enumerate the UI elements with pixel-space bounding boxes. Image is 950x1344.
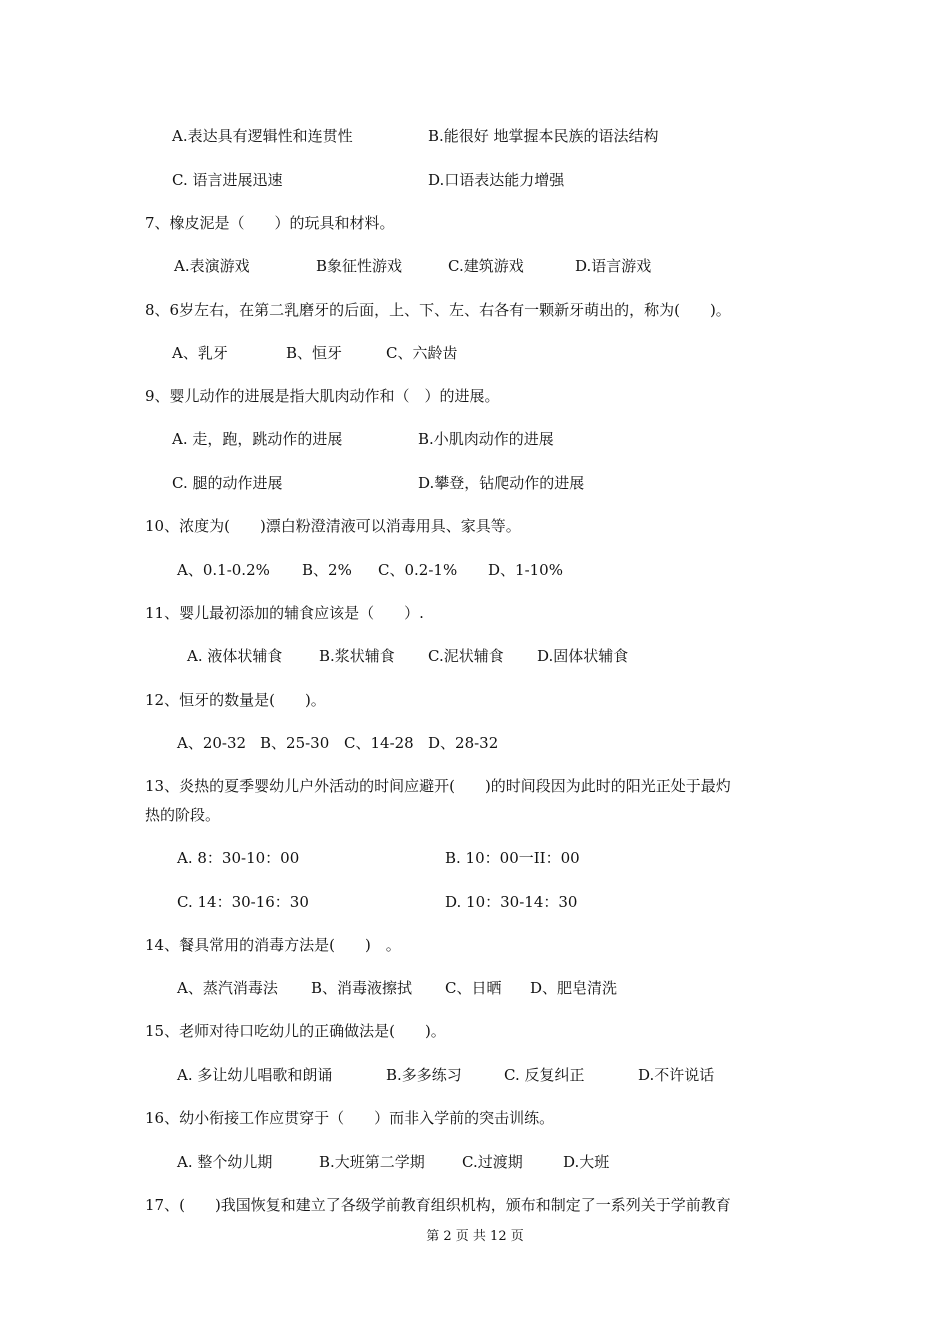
q9-option-b: B.小肌肉动作的进展	[418, 430, 554, 448]
question-15: 15、老师对待口吃幼儿的正确做法是( )。	[145, 1022, 446, 1040]
q7-option-d: D.语言游戏	[575, 257, 652, 275]
q10-option-d: D、1-10%	[488, 561, 563, 579]
q12-option-d: D、28-32	[428, 734, 499, 752]
q7-option-c: C.建筑游戏	[448, 257, 524, 275]
question-13-continued: 热的阶段。	[145, 806, 221, 824]
q6-option-d: D.口语表达能力增强	[428, 171, 565, 189]
q7-option-b: B象征性游戏	[316, 257, 403, 275]
q6-option-b: B.能很好 地掌握本民族的语法结构	[428, 127, 659, 145]
q16-option-d: D.大班	[563, 1153, 610, 1171]
question-8: 8、6岁左右，在第二乳磨牙的后面，上、下、左、右各有一颗新牙萌出的，称为( )。	[145, 301, 731, 319]
q11-option-a: A. 液体状辅食	[187, 647, 283, 665]
q9-option-c: C. 腿的动作进展	[172, 474, 283, 492]
q11-option-c: C.泥状辅食	[428, 647, 504, 665]
question-11: 11、婴儿最初添加的辅食应该是（ ）.	[145, 604, 424, 622]
q10-option-a: A、0.1-0.2%	[177, 561, 270, 579]
question-16: 16、幼小衔接工作应贯穿于（ ）而非入学前的突击训练。	[145, 1109, 555, 1127]
question-14: 14、餐具常用的消毒方法是( ) 。	[145, 936, 401, 954]
q14-option-a: A、蒸汽消毒法	[177, 979, 278, 997]
q6-option-c: C. 语言进展迅速	[172, 171, 283, 189]
q15-option-c: C. 反复纠正	[504, 1066, 585, 1084]
q15-option-a: A. 多让幼儿唱歌和朗诵	[177, 1066, 333, 1084]
question-12: 12、恒牙的数量是( )。	[145, 691, 326, 709]
q11-option-d: D.固体状辅食	[537, 647, 629, 665]
q8-option-a: A、乳牙	[172, 344, 228, 362]
q14-option-c: C、日晒	[445, 979, 502, 997]
q15-option-d: D.不许说话	[638, 1066, 715, 1084]
question-7: 7、橡皮泥是（ ）的玩具和材料。	[145, 214, 395, 232]
q9-option-a: A. 走，跑，跳动作的进展	[172, 430, 343, 448]
q13-option-a: A. 8：30-10：00	[177, 849, 300, 867]
q10-option-c: C、0.2-1%	[378, 561, 458, 579]
q9-option-d: D.攀登，钻爬动作的进展	[418, 474, 585, 492]
question-10: 10、浓度为( )漂白粉澄清液可以消毒用具、家具等。	[145, 517, 521, 535]
q16-option-b: B.大班第二学期	[319, 1153, 425, 1171]
q15-option-b: B.多多练习	[386, 1066, 462, 1084]
question-17: 17、( )我国恢复和建立了各级学前教育组织机构，颁布和制定了一系列关于学前教育	[145, 1196, 731, 1214]
q16-option-a: A. 整个幼儿期	[177, 1153, 273, 1171]
q12-option-b: B、25-30	[260, 734, 330, 752]
q13-option-b: B. 10：00一II：00	[445, 849, 580, 867]
q6-option-a: A.表达具有逻辑性和连贯性	[172, 127, 353, 145]
question-13: 13、炎热的夏季婴幼儿户外活动的时间应避开( )的时间段因为此时的阳光正处于最灼	[145, 777, 731, 795]
page-number: 第 2 页 共 12 页	[426, 1229, 524, 1244]
q8-option-c: C、六龄齿	[386, 344, 458, 362]
q14-option-d: D、肥皂清洗	[530, 979, 618, 997]
q10-option-b: B、2%	[302, 561, 352, 579]
q11-option-b: B.浆状辅食	[319, 647, 395, 665]
q14-option-b: B、消毒液擦拭	[311, 979, 413, 997]
q12-option-c: C、14-28	[344, 734, 414, 752]
q8-option-b: B、恒牙	[286, 344, 343, 362]
q12-option-a: A、20-32	[177, 734, 247, 752]
q13-option-d: D. 10：30-14：30	[445, 893, 578, 911]
q16-option-c: C.过渡期	[462, 1153, 523, 1171]
q7-option-a: A.表演游戏	[174, 257, 250, 275]
q13-option-c: C. 14：30-16：30	[177, 893, 309, 911]
question-9: 9、婴儿动作的进展是指大肌肉动作和（ ）的进展。	[145, 387, 500, 405]
